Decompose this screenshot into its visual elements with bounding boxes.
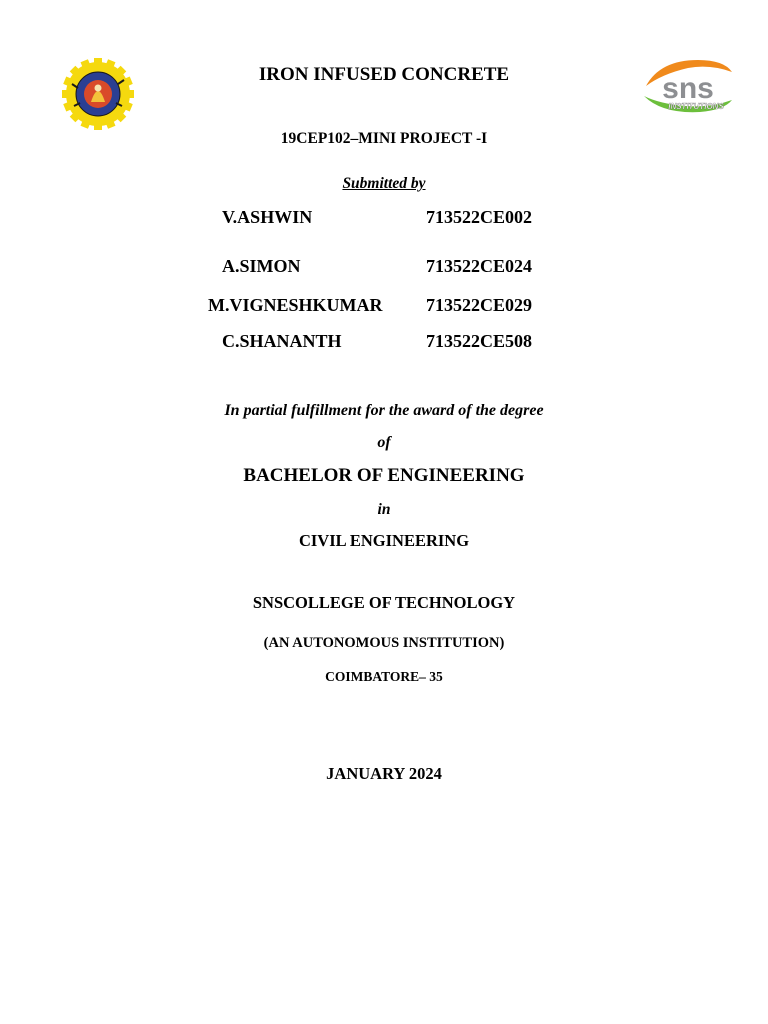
submission-date: JANUARY 2024 [326,764,442,783]
partial-fulfillment-text: In partial fulfillment for the award of the degree [224,402,544,419]
student-name: V.ASHWIN [222,207,313,227]
in-text: in [377,501,391,518]
student-name: C.SHANANTH [222,331,342,351]
student-name: M.VIGNESHKUMAR [208,295,383,315]
of-text: of [377,434,391,451]
submitted-by-label: Submitted by [342,175,426,192]
logo-text: sns [662,72,714,105]
student-roll-number: 713522CE029 [426,295,533,315]
autonomous-status: (AN AUTONOMOUS INSTITUTION) [263,635,505,651]
city-pincode: COIMBATORE– 35 [325,669,443,684]
logo-subtext: INSTITUTIONS [668,102,724,111]
college-name: SNSCOLLEGE OF TECHNOLOGY [252,593,516,612]
degree-name: BACHELOR OF ENGINEERING [243,465,525,486]
student-roll-number: 713522CE024 [426,256,533,276]
student-roll-number: 713522CE508 [426,331,533,351]
branch-name: CIVIL ENGINEERING [298,531,470,550]
student-name: A.SIMON [222,256,301,276]
project-title: IRON INFUSED CONCRETE [258,64,510,85]
student-roll-number: 713522CE002 [426,207,533,227]
course-code: 19CEP102–MINI PROJECT -I [280,130,488,147]
